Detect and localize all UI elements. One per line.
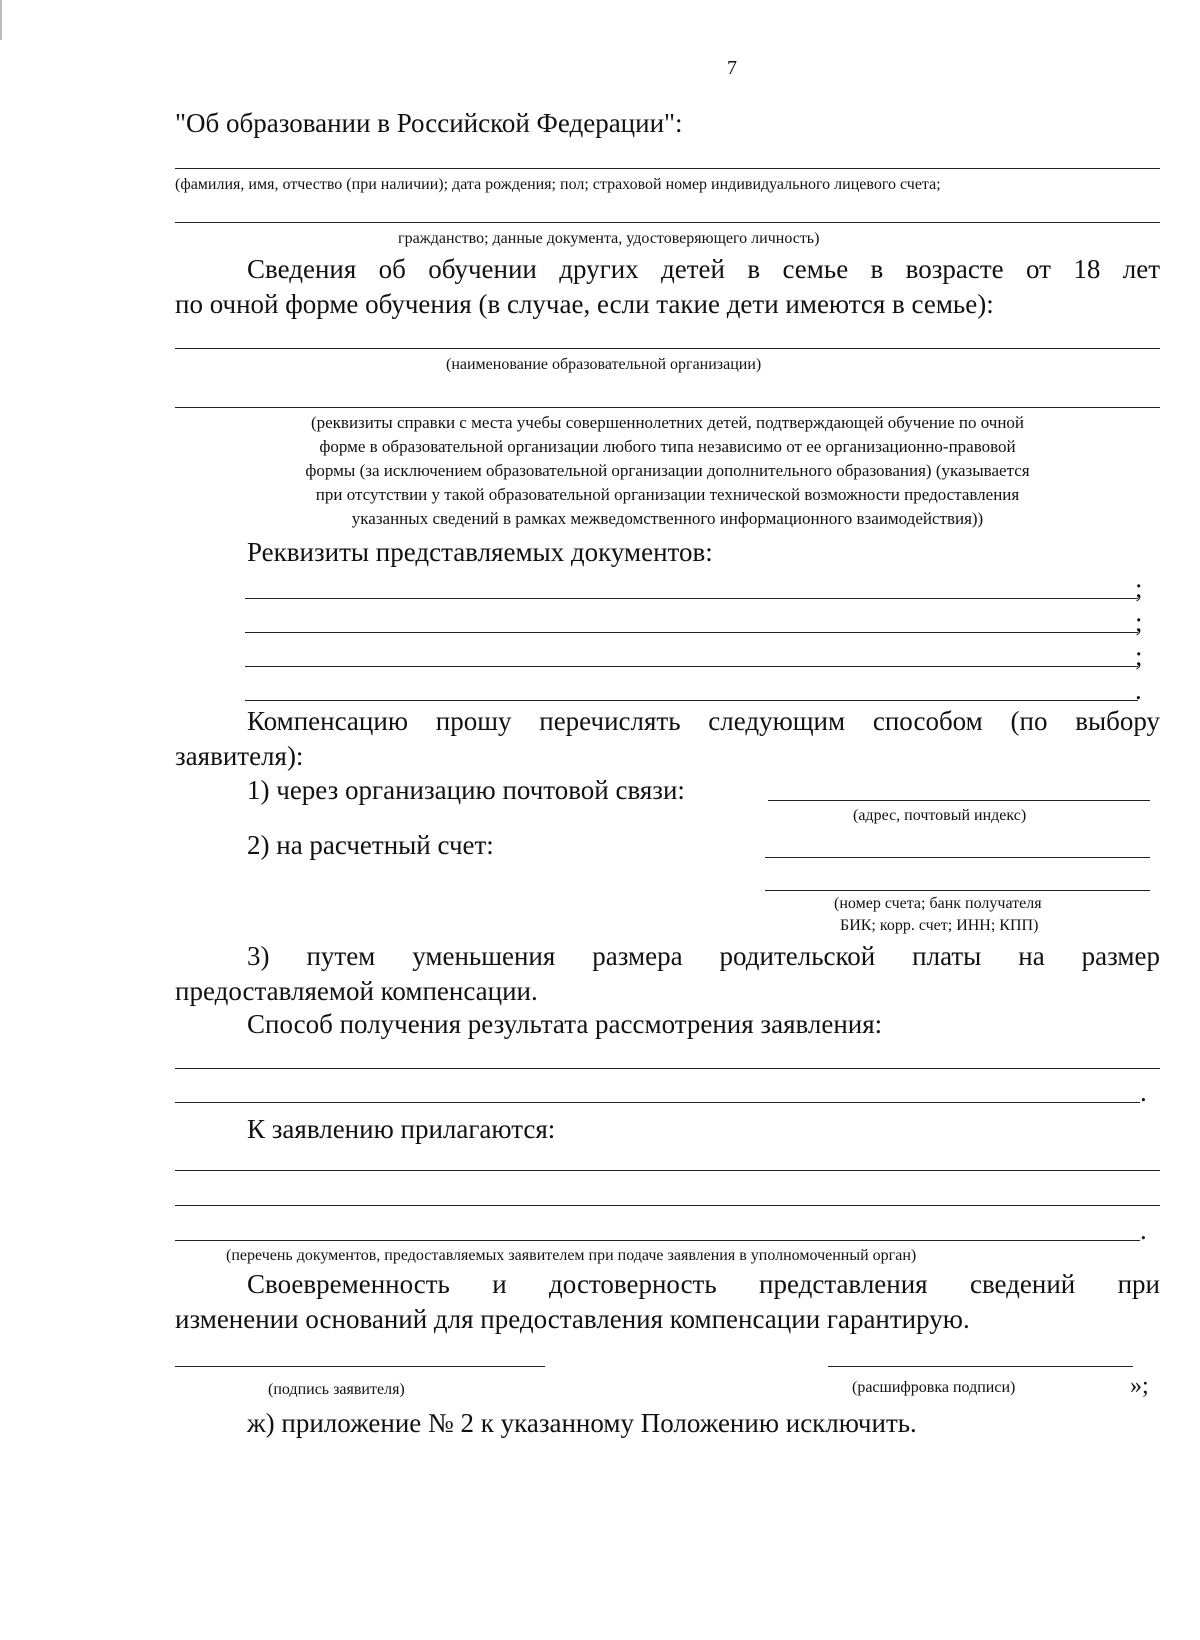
result-method-end: . — [1140, 1077, 1147, 1107]
result-method-line-1[interactable] — [175, 1068, 1160, 1069]
compensation-line-1: Компенсацию прошу перечислять следующим способом (по выбору — [247, 706, 1160, 736]
attachments-line-2[interactable] — [175, 1205, 1160, 1206]
closing-quote: »; — [1130, 1373, 1149, 1399]
option-account: 2) на расчетный счет: — [247, 830, 494, 860]
personal-data-line-2[interactable] — [175, 222, 1160, 223]
personal-data-line-1[interactable] — [175, 168, 1160, 169]
signature-caption: (подпись заявителя) — [268, 1381, 405, 1398]
institution-line[interactable] — [175, 348, 1160, 349]
scan-edge — [0, 0, 2, 40]
certificate-details-line[interactable] — [175, 407, 1160, 408]
attachments-end: . — [1140, 1215, 1147, 1245]
option-fee-reduction-1: 3) путем уменьшения размера родительской платы на размер — [247, 941, 1160, 971]
result-method-line-2[interactable] — [175, 1102, 1140, 1103]
document-line-3-end: ; — [1135, 641, 1143, 671]
document-line-3[interactable] — [245, 666, 1138, 667]
compensation-line-2: заявителя): — [175, 741, 304, 771]
postal-address-line[interactable] — [768, 800, 1150, 801]
account-line-2[interactable] — [765, 890, 1150, 891]
final-amendment-line: ж) приложение № 2 к указанному Положению исключить. — [247, 1408, 917, 1438]
certificate-caption-2: форме в образовательной организации любого типа независимо от ее организационно-правовой — [319, 437, 1016, 456]
account-line-1[interactable] — [765, 857, 1150, 858]
document-line-4[interactable] — [245, 700, 1138, 701]
law-title-line: "Об образовании в Российской Федерации": — [175, 108, 683, 138]
account-caption-1: (номер счета; банк получателя — [834, 895, 1042, 912]
document-line-2[interactable] — [245, 632, 1138, 633]
result-method-heading: Способ получения результата рассмотрения заявления: — [247, 1009, 883, 1039]
document-line-2-end: ; — [1135, 607, 1143, 637]
document-line-1-end: ; — [1135, 573, 1143, 603]
document-line-1[interactable] — [245, 598, 1138, 599]
attachments-line-1[interactable] — [175, 1170, 1160, 1171]
signature-line[interactable] — [175, 1366, 545, 1367]
page-number: 7 — [727, 57, 737, 79]
signature-decode-line[interactable] — [828, 1366, 1133, 1367]
attachments-heading: К заявлению прилагаются: — [247, 1114, 556, 1144]
attachments-caption: (перечень документов, предоставляемых заявителем при подаче заявления в уполномоченный орган) — [226, 1247, 917, 1264]
certificate-caption-1: (реквизиты справки с места учебы совершеннолетних детей, подтверждающей обучение по очной — [310, 413, 1025, 432]
institution-caption: (наименование образовательной организации) — [446, 356, 762, 373]
account-caption-2: БИК; корр. счет; ИНН; КПП) — [840, 917, 1039, 934]
attachments-line-3[interactable] — [175, 1240, 1140, 1241]
option-fee-reduction-2: предоставляемой компенсации. — [175, 976, 538, 1006]
guarantee-line-2: изменении оснований для предоставления компенсации гарантирую. — [175, 1304, 970, 1334]
personal-data-caption-1: (фамилия, имя, отчество (при наличии); дата рождения; пол; страховой номер индивидуального лицевого счета; — [175, 176, 941, 193]
postal-address-caption: (адрес, почтовый индекс) — [853, 807, 1027, 824]
other-children-line-1: Сведения об обучении других детей в семье в возрасте от 18 лет — [247, 254, 1160, 284]
signature-decode-caption: (расшифровка подписи) — [852, 1379, 1016, 1396]
documents-heading: Реквизиты представляемых документов: — [247, 537, 713, 567]
certificate-caption-3: формы (за исключением образовательной организации дополнительного образования) (указывается — [305, 461, 1030, 480]
document-line-4-end: . — [1135, 675, 1142, 705]
other-children-line-2: по очной форме обучения (в случае, если такие дети имеются в семье): — [175, 289, 994, 319]
guarantee-line-1: Своевременность и достоверность представления сведений при — [247, 1269, 1160, 1299]
certificate-caption-5: указанных сведений в рамках межведомственного информационного взаимодействия)) — [351, 509, 984, 528]
option-postal: 1) через организацию почтовой связи: — [247, 775, 685, 805]
certificate-caption-4: при отсутствии у такой образовательной организации технической возможности предоставления — [315, 485, 1020, 504]
personal-data-caption-2: гражданство; данные документа, удостоверяющего личность) — [398, 230, 820, 247]
